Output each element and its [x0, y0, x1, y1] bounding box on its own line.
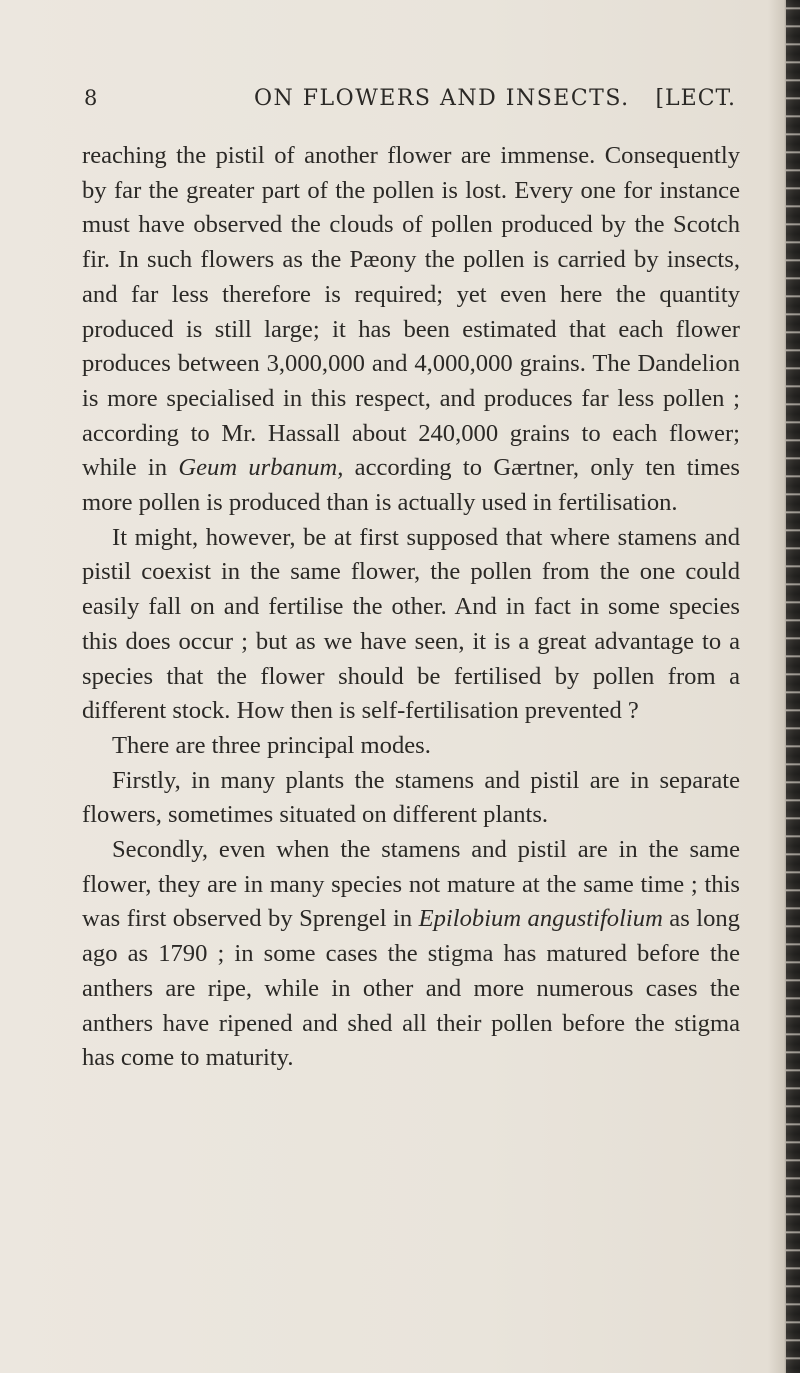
paragraph-1-text-b: according to Gærtner, only ten times more pollen is produced than is actually used in fertilisation. [82, 454, 740, 517]
paragraph-1 [82, 139, 740, 521]
paragraph-5 [82, 833, 740, 1076]
page-header [84, 86, 740, 126]
page-edge-shadow [786, 0, 800, 1373]
paragraph-4: Firstly, in many plants the stamens and pistil are in separate flowers, sometimes situated on different plants. [82, 766, 740, 829]
body-text [82, 139, 740, 1076]
paragraph-5-italic: Epilobium angustifolium [418, 905, 663, 933]
page-number: 8 [84, 86, 98, 110]
paragraph-2: It might, however, be at first supposed that where stamens and pistil coexist in the same flower, the pollen from the one could easily fall on and fertilise the other. And in fact in some species this does occur ; but as we have seen, it is a great advantage to a species that the flower should be fertilised by pollen from a different stock. How then is self-fertilisation prevented ? [82, 523, 740, 725]
paragraph-1-italic: Geum urbanum, [178, 454, 344, 482]
paragraph-5-text-a: Secondly, even when the stamens and pistil are in the same flower, they are in many species not mature at the same time ; this was first observed by Sprengel in [82, 836, 740, 933]
paragraph-1-text-a: reaching the pistil of another flower are immense. Consequently by far the greater part of the pollen is lost. Every one for instance must have observed the clouds of pollen produced by the Scotch fir. In such flowers as the Pæony the pollen is carried by insects, and far less therefore is required; yet even here the quantity produced is still large; it has been estimated that each flower produces between 3,000,000 and 4,000,000 grains. The Dandelion is more specialised in this respect, and produces far less pollen ; according to Mr. Hassall about 240,000 grains to each flower; while in [82, 142, 740, 482]
paragraph-3: There are three principal modes. [112, 731, 431, 759]
running-title: ON FLOWERS AND INSECTS. [254, 86, 630, 111]
section-mark: [LECT. [655, 86, 736, 111]
paragraph-5-text-b: as long ago as 1790 ; in some cases the stigma has matured before the anthers are ripe, while in other and more numerous cases the anthers have ripened and shed all their pollen before the stigma has come to maturity. [82, 905, 740, 1072]
